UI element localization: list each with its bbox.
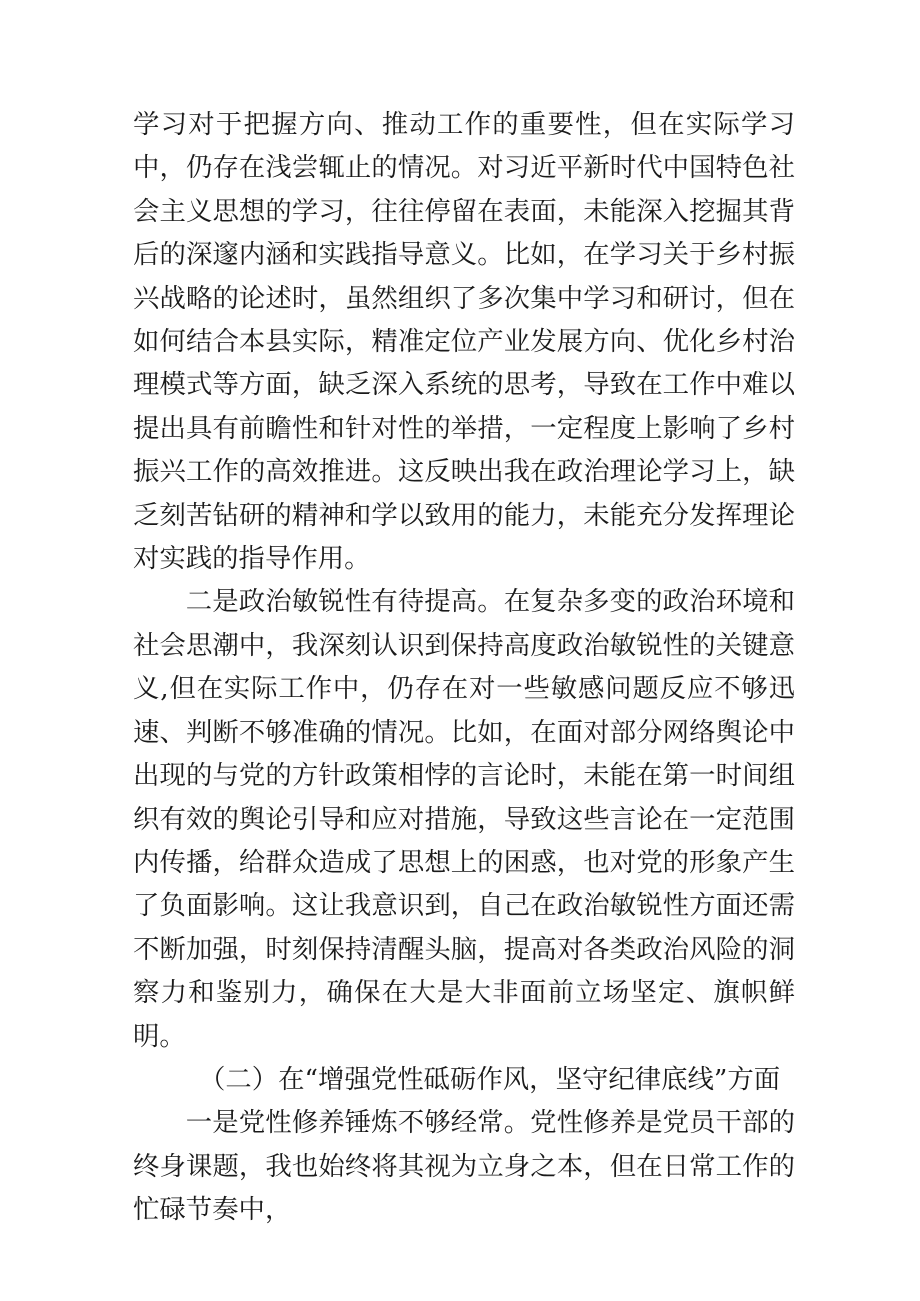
document-body — [133, 103, 795, 1232]
paragraph-political-sensitivity: 二是政治敏锐性有待提高。在复杂多变的政治环境和社会思潮中，我深刻认识到保持高度政治敏锐性的关键意义,但在实际工作中，仍存在对一些敏感问题反应不够迅速、判断不够准确的情况。比如，在面对部分网络舆论中出现的与党的方针政策相悖的言论时，未能在第一时间组织有效的舆论引导和应对措施，导致这些言论在一定范围内传播，给群众造成了思想上的困惑，也对党的形象产生了负面影响。这让我意识到，自己在政治敏锐性方面还需不断加强，时刻保持清醒头脑，提高对各类政治风险的洞察力和鉴别力，确保在大是大非面前立场坚定、旗帜鲜明。 — [133, 586, 795, 1052]
section-heading-2: （二）在“增强党性砥砺作风，坚守纪律底线”方面 — [199, 1063, 781, 1095]
paragraph-party-spirit: 一是党性修养锤炼不够经常。党性修养是党员干部的终身课题，我也始终将其视为立身之本，但在日常工作的忙碌节奏中， — [133, 1107, 795, 1226]
paragraph-continuation: 学习对于把握方向、推动工作的重要性，但在实际学习中，仍存在浅尝辄止的情况。对习近平新时代中国特色社会主义思想的学习，往往停留在表面，未能深入挖掘其背后的深邃内涵和实践指导意义。比如，在学习关于乡村振兴战略的论述时，虽然组织了多次集中学习和研讨，但在如何结合本县实际，精准定位产业发展方向、优化乡村治理模式等方面，缺乏深入系统的思考，导致在工作中难以提出具有前瞻性和针对性的举措，一定程度上影响了乡村振兴工作的高效推进。这反映出我在政治理论学习上，缺乏刻苦钻研的精神和学以致用的能力，未能充分发挥理论对实践的指导作用。 — [133, 109, 795, 575]
